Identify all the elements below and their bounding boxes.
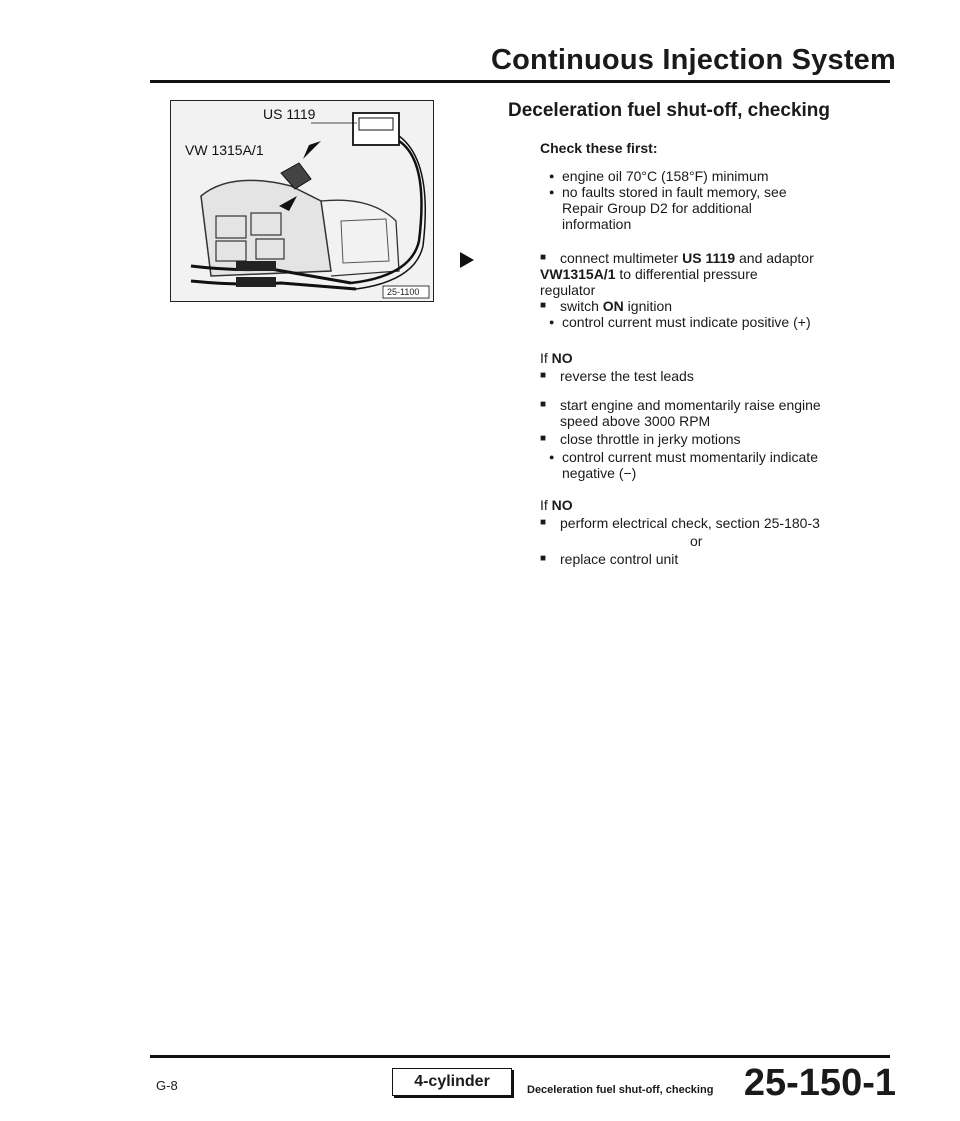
step-close-throttle: ■ close throttle in jerky motions	[560, 431, 741, 447]
step-start-engine-line2: speed above 3000 RPM	[560, 413, 711, 429]
prereq-item-faults-line2: Repair Group D2 for additional	[562, 200, 752, 216]
step-connect-text-a: connect multimeter	[560, 250, 683, 266]
if-no-1-label: If	[540, 350, 552, 366]
engine-variant-tab: 4-cylinder	[392, 1068, 512, 1096]
footer-caption: Deceleration fuel shut-off, checking	[527, 1084, 714, 1096]
step-connect-line2	[540, 266, 758, 282]
step-connect	[560, 250, 814, 266]
pointer-arrow-icon	[460, 252, 474, 268]
step-replace-control-unit: ■ replace control unit	[560, 551, 678, 567]
section-title: Deceleration fuel shut-off, checking	[508, 100, 830, 121]
step-switch-text-a: switch	[560, 298, 603, 314]
prereq-item-faults-line3: information	[562, 216, 632, 232]
prereq-item-faults: ● no faults stored in fault memory, see	[562, 184, 787, 200]
step-sub-negative: ● control current must momentarily indicate	[562, 449, 818, 465]
figure-number: 25-1100	[387, 287, 420, 297]
engine-illustration	[171, 101, 433, 301]
top-rule	[150, 80, 890, 83]
step-electrical-check: ■ perform electrical check, section 25-180-3	[560, 515, 820, 531]
page-code: G-8	[156, 1078, 178, 1093]
bottom-rule	[150, 1055, 890, 1058]
step-connect-text-b: and adaptor	[735, 250, 814, 266]
page-title: Continuous Injection System	[491, 44, 896, 76]
tool-vw1315a1: VW1315A/1	[540, 266, 616, 282]
step-sub-negative-line2: negative (−)	[562, 465, 637, 481]
step-reverse-leads: ■ reverse the test leads	[560, 368, 694, 384]
step-sub-positive: ● control current must indicate positive (+)	[562, 314, 811, 330]
if-no-2	[540, 497, 573, 513]
step-connect-text-c: to differential pressure	[615, 266, 758, 282]
check-first-heading: Check these first:	[540, 140, 658, 156]
if-no-2-label: If	[540, 497, 552, 513]
step-switch-text-c: ignition	[623, 298, 673, 314]
tool-us1119: US 1119	[682, 250, 736, 266]
page-number: 25-150-1	[743, 1062, 896, 1104]
prereq-item-oil: ● engine oil 70°C (158°F) minimum	[562, 168, 769, 184]
if-no-1	[540, 350, 573, 366]
illustration-multimeter-connection	[170, 100, 434, 302]
if-no-1-value: NO	[551, 350, 573, 366]
or-separator: or	[690, 533, 703, 549]
step-switch-on: ON	[602, 298, 624, 314]
step-switch-ignition	[560, 298, 672, 314]
step-connect-line3: regulator	[540, 282, 596, 298]
step-start-engine: ■ start engine and momentarily raise engine	[560, 397, 821, 413]
figure-label-multimeter: US 1119	[263, 106, 316, 122]
if-no-2-value: NO	[551, 497, 573, 513]
figure-label-adaptor: VW 1315A/1	[185, 142, 264, 158]
